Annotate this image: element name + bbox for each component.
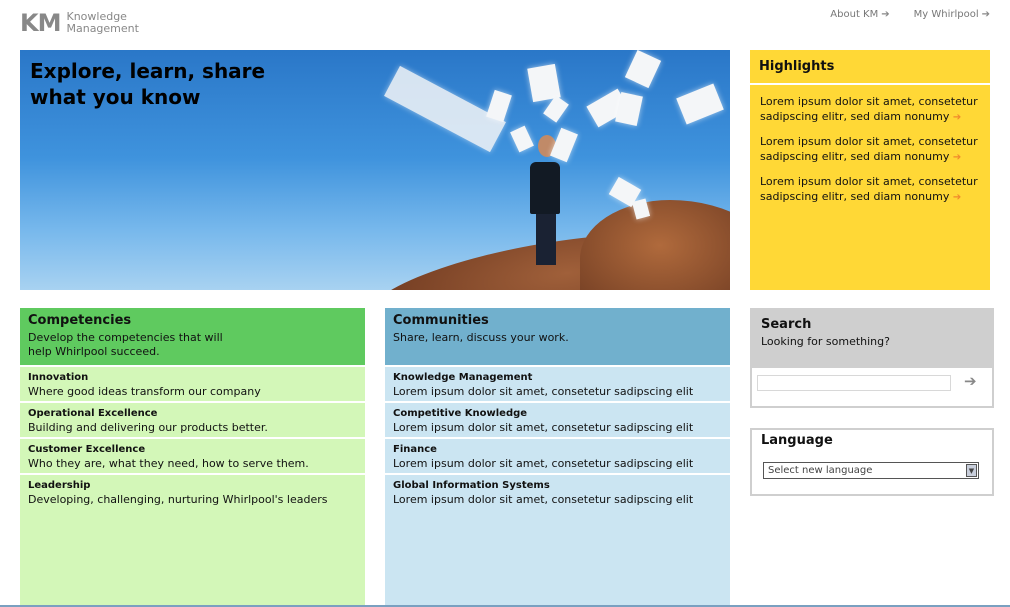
competencies-header <box>20 308 365 365</box>
about-km-label: About KM <box>830 9 879 20</box>
flying-paper <box>510 126 534 153</box>
highlights-title: Highlights <box>759 59 835 74</box>
flying-paper <box>550 128 578 163</box>
arrow-right-icon[interactable]: ➔ <box>952 151 962 163</box>
highlights-header <box>750 50 990 85</box>
competency-text: Developing, challenging, nurturing Whirlpool's leaders <box>28 493 328 506</box>
competency-title[interactable]: Leadership <box>28 480 91 491</box>
chevron-down-icon[interactable]: ▼ <box>966 464 977 477</box>
community-title[interactable]: Knowledge Management <box>393 372 533 383</box>
competency-text: Building and delivering our products better. <box>28 421 268 434</box>
logo-line-1: Knowledge <box>66 10 127 23</box>
logo-line-2: Management <box>66 22 139 35</box>
search-header <box>752 310 992 368</box>
highlight-text: Lorem ipsum dolor sit amet, consetetur sadipscing elitr, sed diam nonumy <box>760 95 978 123</box>
language-select-value: Select new language <box>768 465 873 476</box>
community-item-finance[interactable] <box>385 437 730 473</box>
competency-item-customer-excellence[interactable] <box>20 437 365 473</box>
competency-text: Where good ideas transform our company <box>28 385 261 398</box>
highlights-list <box>750 85 990 205</box>
hero-rock <box>580 200 730 290</box>
community-text: Lorem ipsum dolor sit amet, consetetur sadipscing elit <box>393 457 694 470</box>
community-item-competitive-knowledge[interactable] <box>385 401 730 437</box>
flying-paper <box>615 92 643 126</box>
highlights-panel <box>750 50 990 290</box>
logo-text <box>66 11 138 35</box>
communities-panel <box>385 308 730 607</box>
hero-banner <box>20 50 730 290</box>
competency-title[interactable]: Innovation <box>28 372 89 383</box>
km-logo[interactable] <box>20 9 139 37</box>
arrow-right-icon[interactable]: ➔ <box>952 191 962 203</box>
logo-mark: KM <box>20 9 61 37</box>
search-input[interactable] <box>757 375 951 391</box>
flying-paper <box>676 84 724 125</box>
community-text: Lorem ipsum dolor sit amet, consetetur sadipscing elit <box>393 385 694 398</box>
hero-person-legs <box>536 210 556 265</box>
communities-header <box>385 308 730 365</box>
communities-subtitle: Share, learn, discuss your work. <box>393 331 569 344</box>
hero-title-line-1: Explore, learn, share <box>30 59 266 83</box>
highlight-item[interactable] <box>760 175 980 205</box>
language-panel <box>750 428 994 496</box>
community-item-global-information-systems[interactable] <box>385 473 730 509</box>
community-title[interactable]: Competitive Knowledge <box>393 408 528 419</box>
language-title: Language <box>761 433 833 448</box>
hero-person-body <box>530 162 560 214</box>
competencies-panel <box>20 308 365 607</box>
highlight-text: Lorem ipsum dolor sit amet, consetetur sadipscing elitr, sed diam nonumy <box>760 175 978 203</box>
competency-item-leadership[interactable] <box>20 473 365 509</box>
highlight-item[interactable] <box>760 135 980 165</box>
competency-item-operational-excellence[interactable] <box>20 401 365 437</box>
language-select[interactable] <box>763 462 979 479</box>
competencies-title: Competencies <box>28 313 132 328</box>
search-panel <box>750 308 994 408</box>
flying-paper <box>486 90 512 122</box>
flying-paper <box>625 50 661 88</box>
arrow-right-icon[interactable]: ➔ <box>964 372 977 390</box>
community-text: Lorem ipsum dolor sit amet, consetetur sadipscing elit <box>393 421 694 434</box>
competency-title[interactable]: Operational Excellence <box>28 408 158 419</box>
top-nav <box>830 9 990 20</box>
arrow-right-icon[interactable]: ➔ <box>952 111 962 123</box>
highlight-item[interactable] <box>760 95 980 125</box>
language-header <box>752 430 992 449</box>
my-whirlpool-label: My Whirlpool <box>913 9 979 20</box>
community-item-knowledge-management[interactable] <box>385 365 730 401</box>
search-subtitle: Looking for something? <box>761 335 890 348</box>
arrow-right-icon: ➔ <box>881 9 890 20</box>
about-km-link[interactable] <box>830 9 889 20</box>
hero-title <box>30 58 265 110</box>
communities-title: Communities <box>393 313 489 328</box>
hero-title-line-2: what you know <box>30 85 201 109</box>
community-text: Lorem ipsum dolor sit amet, consetetur sadipscing elit <box>393 493 694 506</box>
competency-item-innovation[interactable] <box>20 365 365 401</box>
my-whirlpool-link[interactable] <box>914 9 990 20</box>
competency-title[interactable]: Customer Excellence <box>28 444 146 455</box>
highlight-text: Lorem ipsum dolor sit amet, consetetur sadipscing elitr, sed diam nonumy <box>760 135 978 163</box>
search-title: Search <box>761 317 812 332</box>
community-title[interactable]: Global Information Systems <box>393 480 550 491</box>
community-title[interactable]: Finance <box>393 444 437 455</box>
competencies-subtitle: Develop the competencies that will help Whirlpool succeed. <box>28 331 223 358</box>
competency-text: Who they are, what they need, how to serve them. <box>28 457 309 470</box>
arrow-right-icon: ➔ <box>981 9 990 20</box>
